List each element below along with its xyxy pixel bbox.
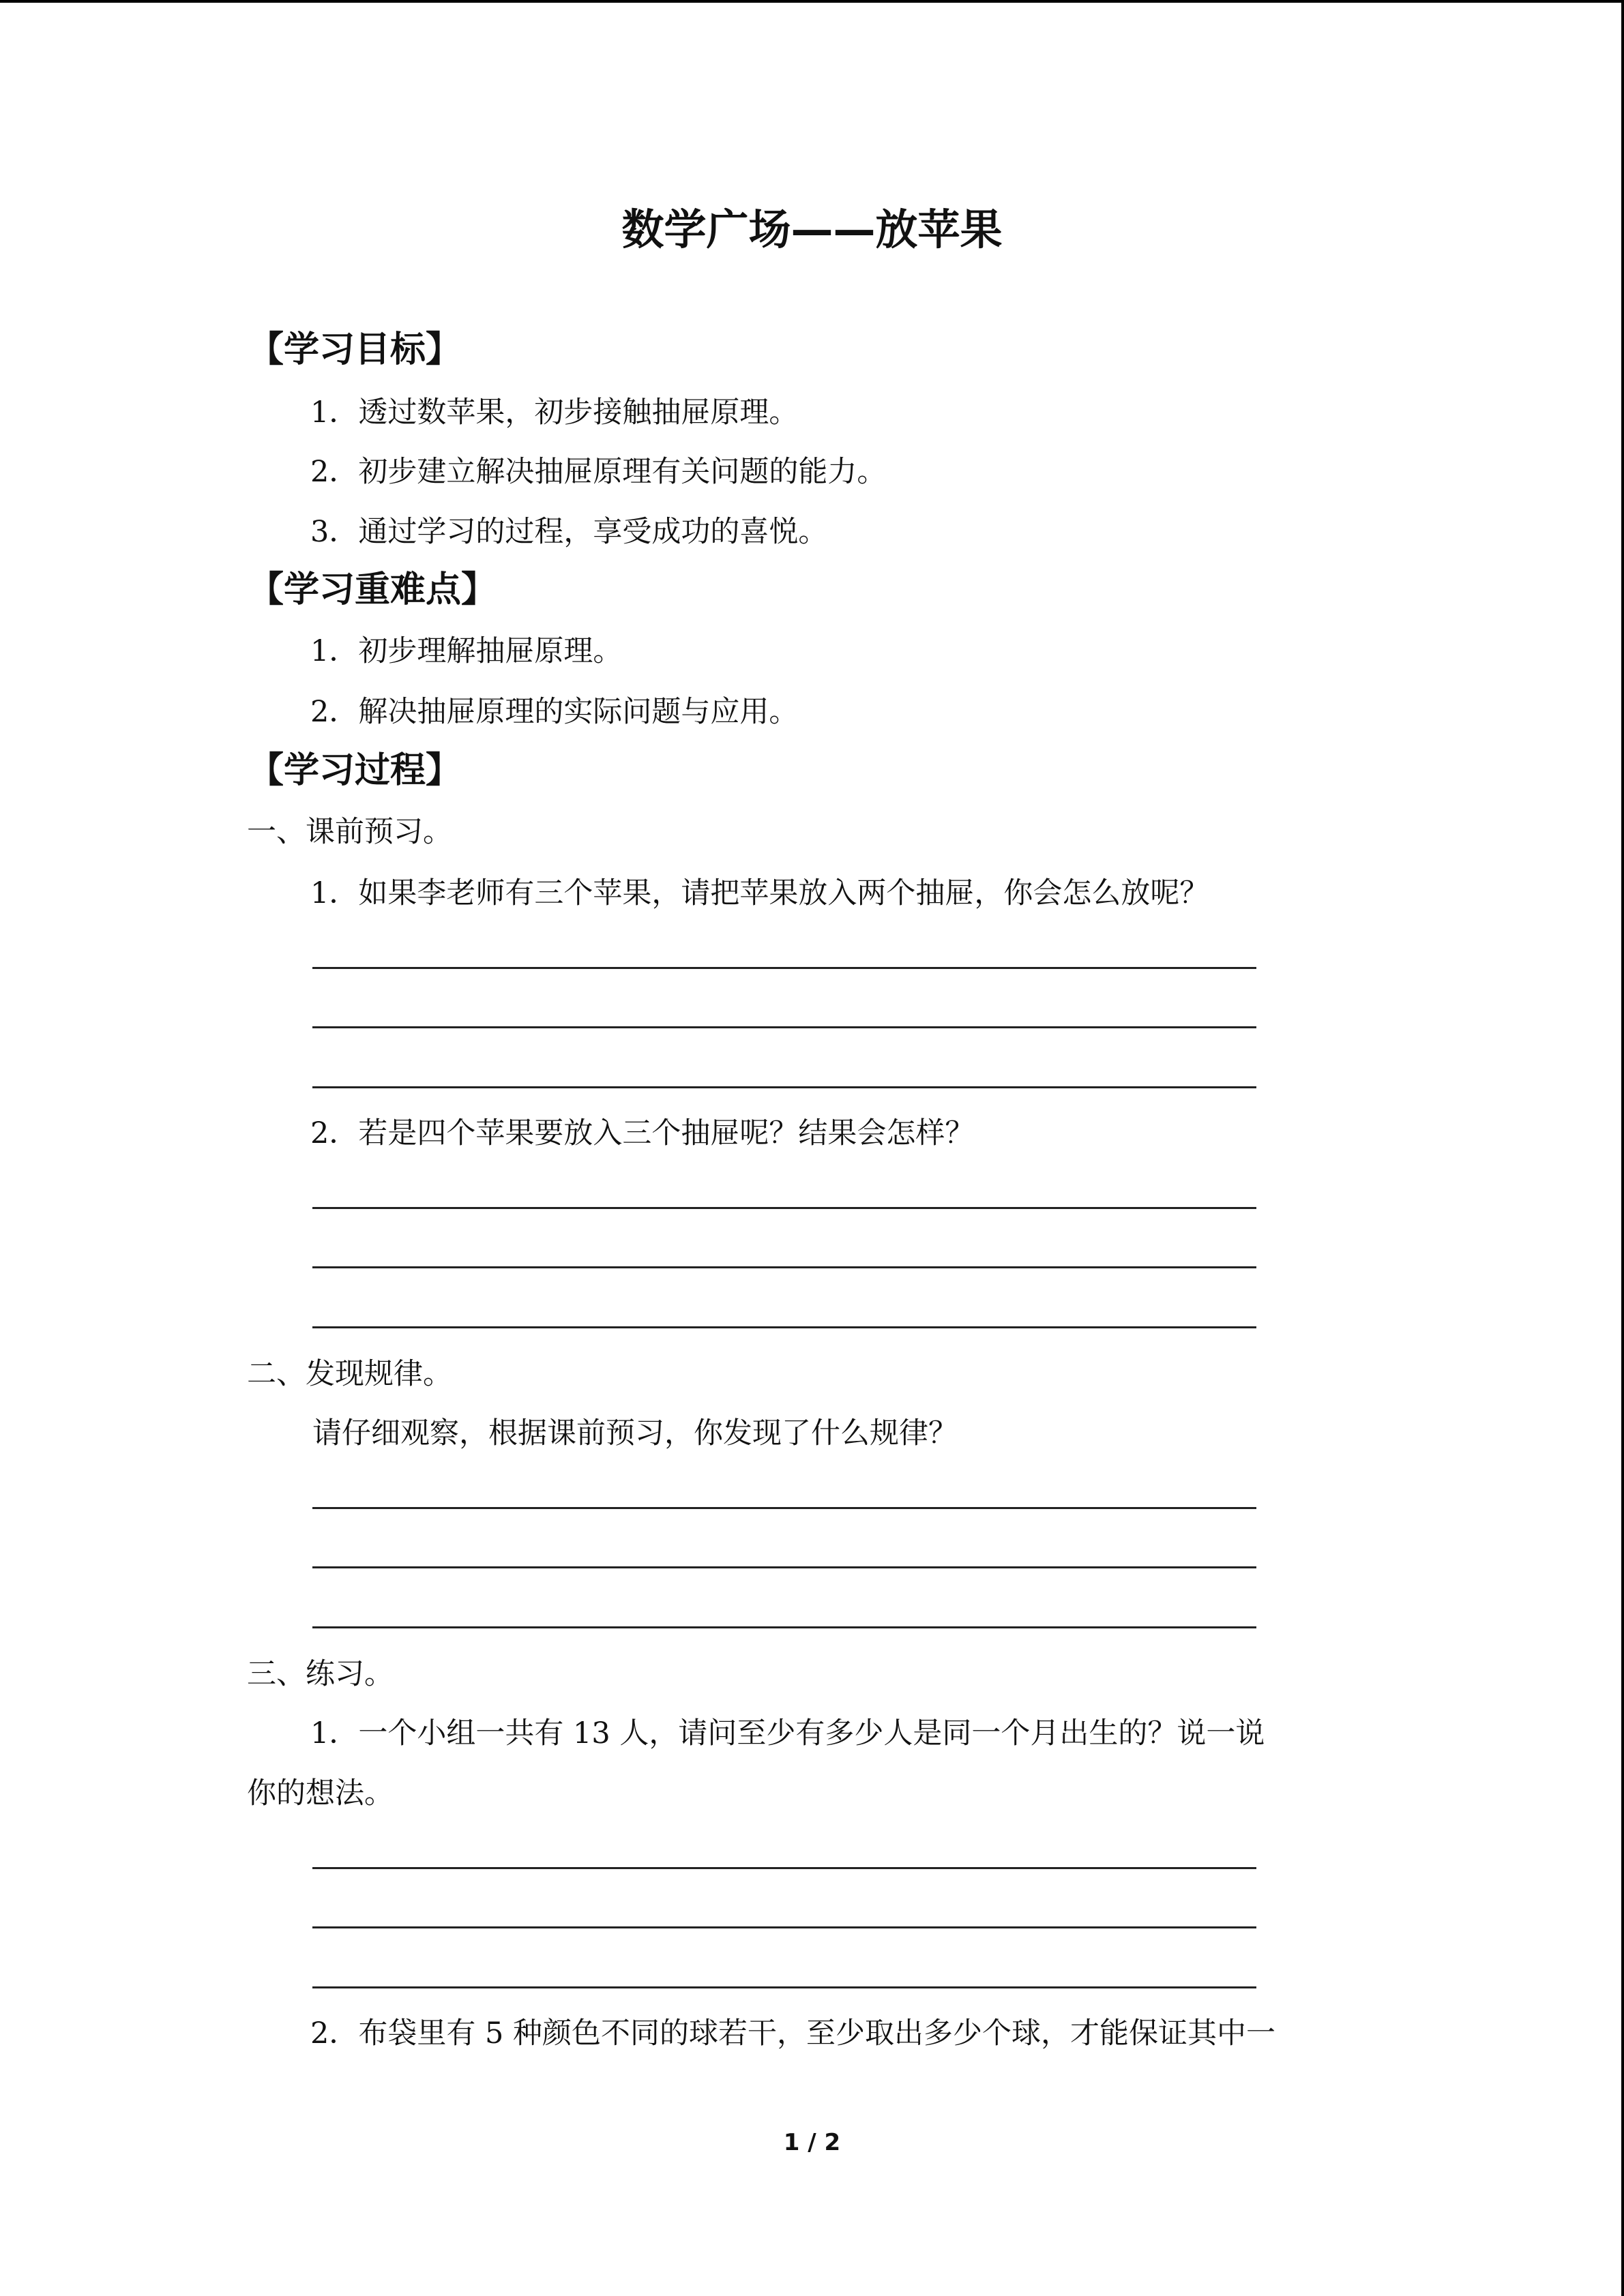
key-point-item-1: 1．初步理解抽屉原理。: [310, 634, 623, 668]
key-points-heading: 【学习重难点】: [248, 569, 497, 610]
part2-prompt: 请仔细观察，根据课前预习，你发现了什么规律？: [312, 1416, 958, 1450]
part2-heading: 二、发现规律。: [247, 1357, 452, 1391]
part3-question-1-line-1: 1．一个小组一共有 13 人，请问至少有多少人是同一个月出生的？说一说: [310, 1716, 1265, 1750]
part1-heading: 一、课前预习。: [247, 815, 452, 849]
part1-question-2: 2．若是四个苹果要放入三个抽屉呢？结果会怎样？: [310, 1116, 975, 1150]
answer-line[interactable]: [312, 967, 1256, 969]
answer-line[interactable]: [312, 1207, 1256, 1209]
objective-item-2: 2．初步建立解决抽屉原理有关问题的能力。: [310, 455, 887, 489]
answer-line[interactable]: [312, 1986, 1256, 1988]
answer-line[interactable]: [312, 1926, 1256, 1928]
answer-line[interactable]: [312, 1266, 1256, 1268]
answer-line[interactable]: [312, 1566, 1256, 1568]
document-title: 数学广场——放苹果: [621, 205, 1003, 254]
part3-question-2-line-1: 2．布袋里有 5 种颜色不同的球若干，至少取出多少个球，才能保证其中一: [310, 2016, 1276, 2051]
answer-line[interactable]: [312, 1867, 1256, 1869]
page-number: 1 / 2: [783, 2129, 841, 2156]
part3-question-1-line-2: 你的想法。: [247, 1776, 394, 1810]
answer-line[interactable]: [312, 1626, 1256, 1628]
objective-item-3: 3．通过学习的过程，享受成功的喜悦。: [310, 515, 828, 549]
page-border-right: [1621, 0, 1624, 2296]
answer-line[interactable]: [312, 1086, 1256, 1088]
page-border-top: [0, 0, 1624, 3]
objectives-heading: 【学习目标】: [248, 329, 462, 370]
answer-line[interactable]: [312, 1507, 1256, 1509]
process-heading: 【学习过程】: [248, 750, 462, 791]
part3-heading: 三、练习。: [247, 1657, 394, 1691]
key-point-item-2: 2．解决抽屉原理的实际问题与应用。: [310, 695, 799, 729]
objective-item-1: 1．透过数苹果，初步接触抽屉原理。: [310, 396, 799, 430]
answer-line[interactable]: [312, 1026, 1256, 1028]
part1-question-1: 1．如果李老师有三个苹果，请把苹果放入两个抽屉，你会怎么放呢？: [310, 876, 1209, 910]
answer-line[interactable]: [312, 1326, 1256, 1328]
